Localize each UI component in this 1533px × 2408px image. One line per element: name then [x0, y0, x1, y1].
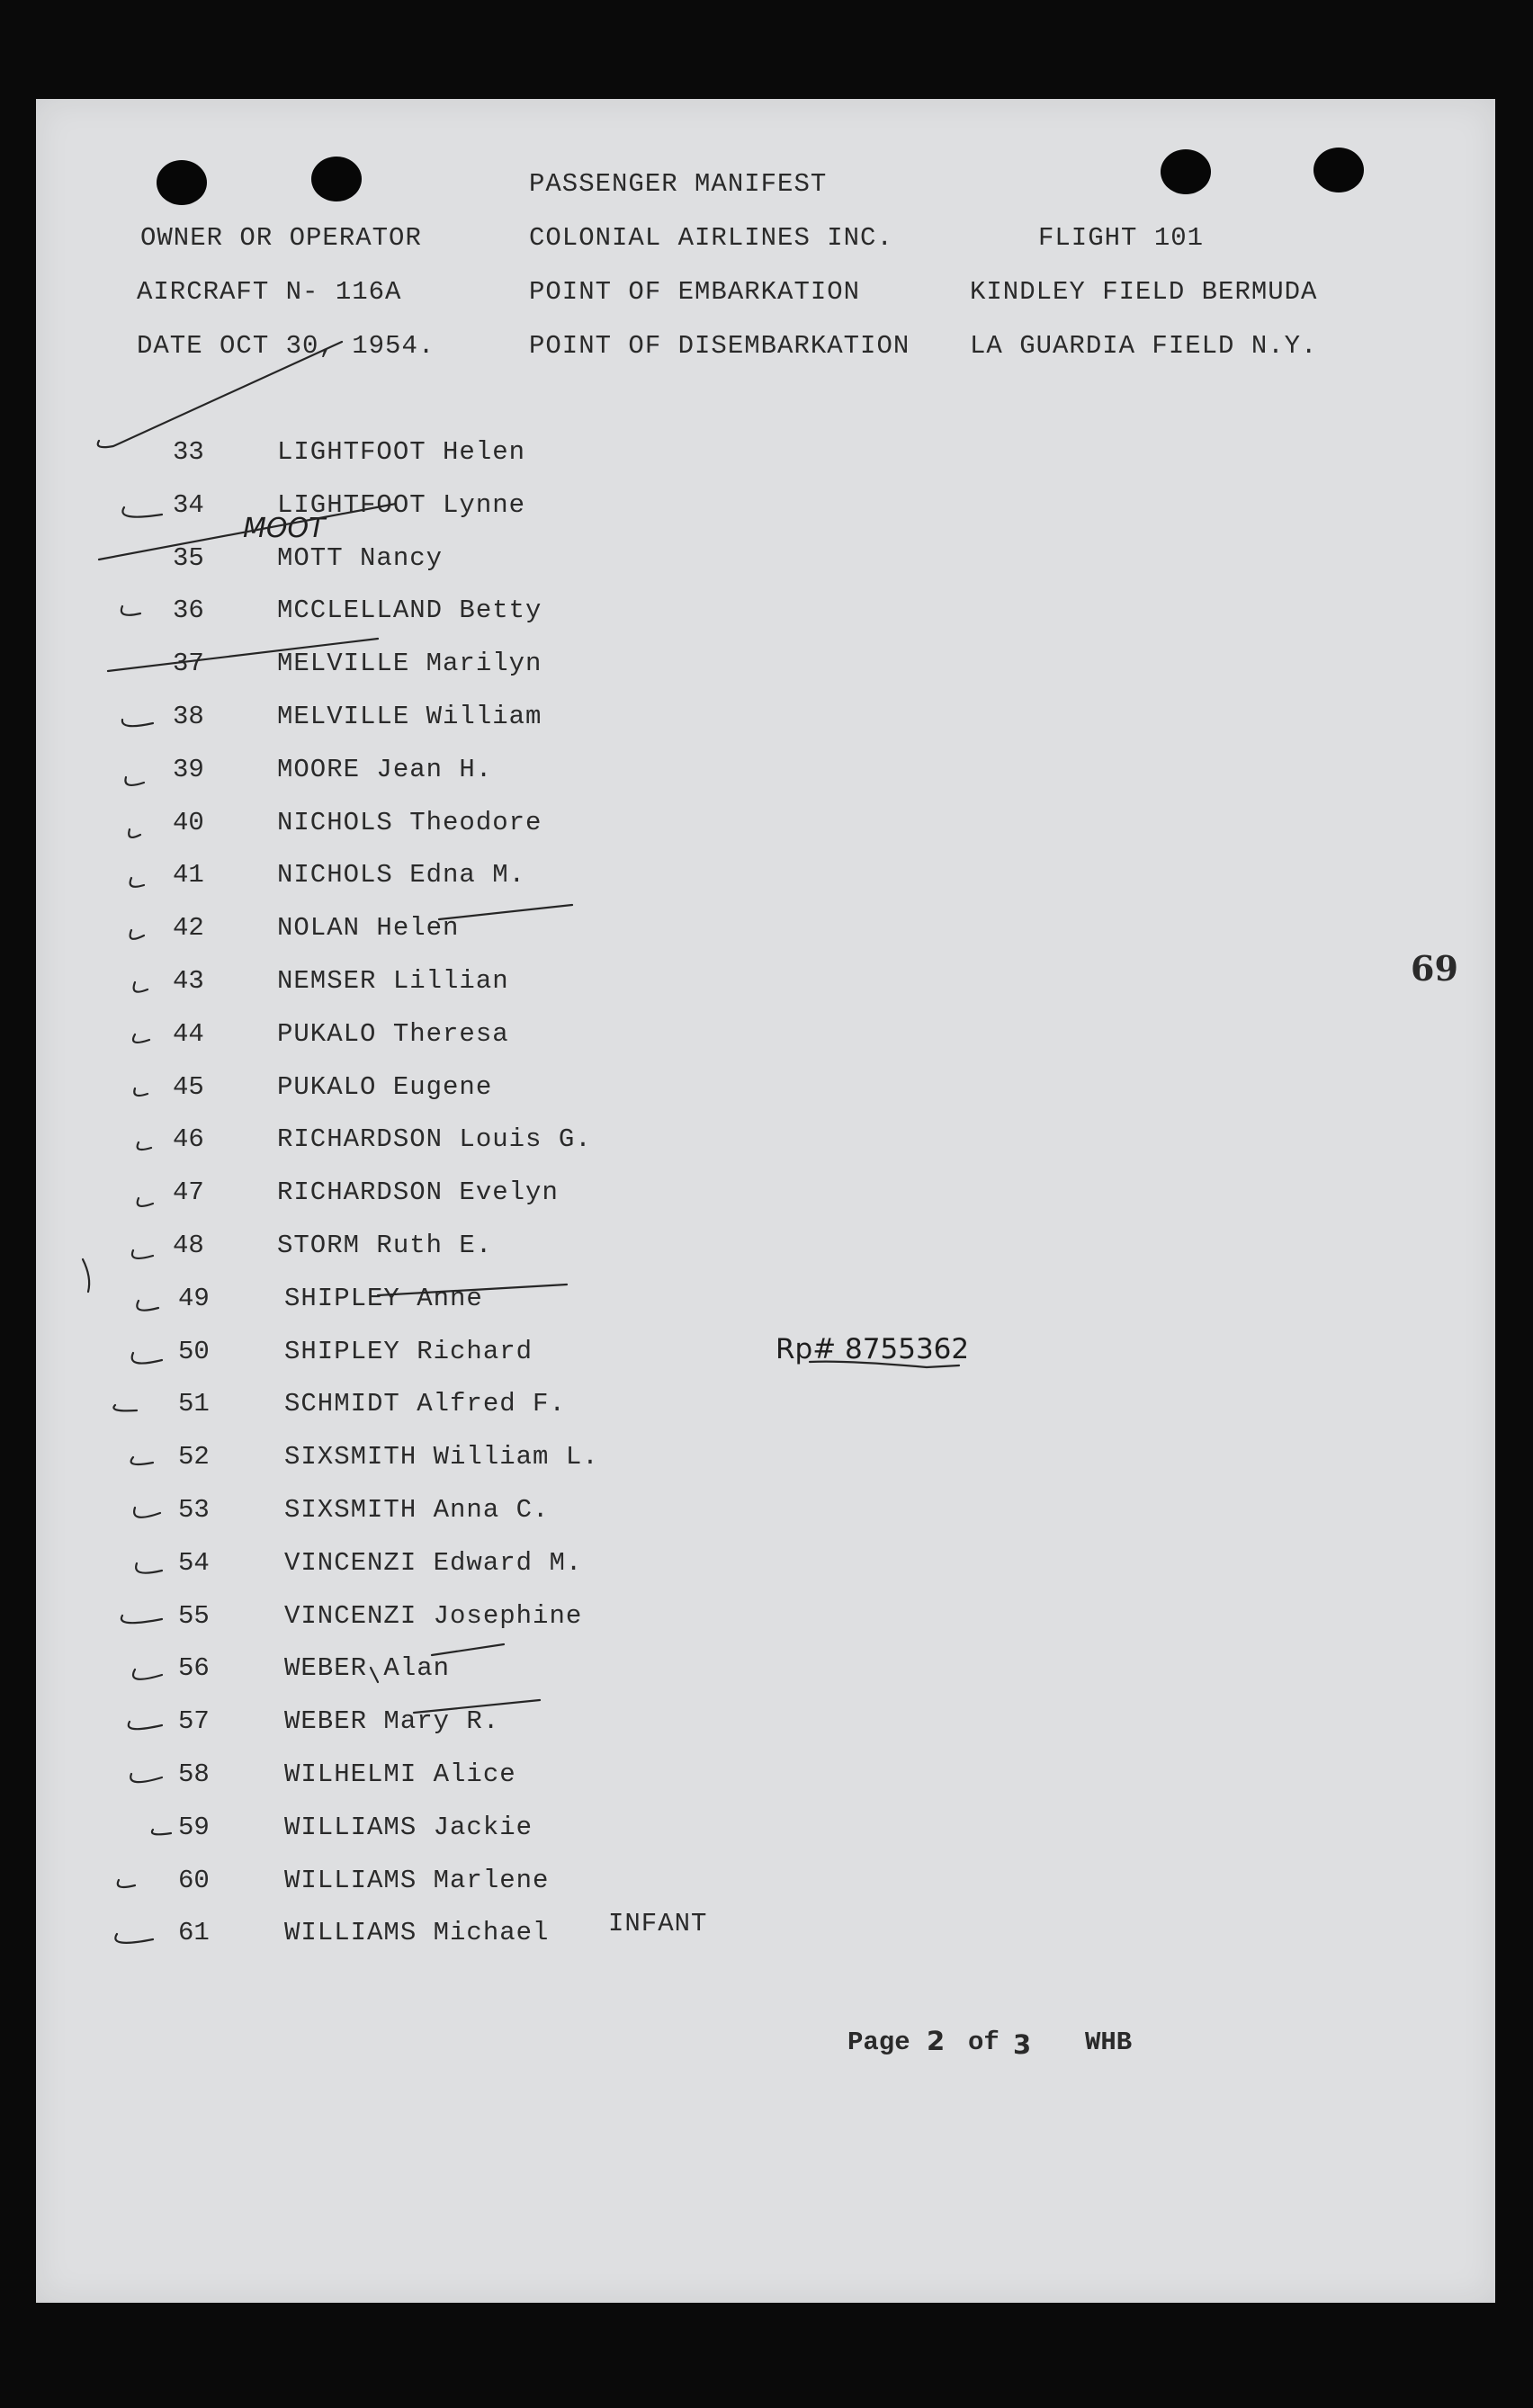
passenger-row — [36, 1072, 1495, 1108]
passenger-row — [36, 755, 1495, 791]
aircraft-number: AIRCRAFT N- 116A — [137, 277, 402, 307]
passenger-name: VINCENZI Edward M. — [284, 1547, 583, 1578]
passenger-row — [36, 437, 1495, 473]
passenger-row — [36, 1918, 1495, 1954]
passenger-number: 57 — [178, 1706, 210, 1737]
passenger-number: 42 — [173, 913, 204, 944]
passenger-row — [36, 1337, 1495, 1373]
passenger-row — [36, 1706, 1495, 1742]
passenger-name: MOORE Jean H. — [277, 754, 493, 784]
passenger-name: RICHARDSON Louis G. — [277, 1124, 592, 1155]
passenger-number: 48 — [173, 1231, 204, 1260]
page-current: 2 — [927, 2026, 946, 2056]
passenger-number: 51 — [178, 1389, 210, 1419]
passenger-number: 35 — [173, 542, 204, 573]
manifest-title: PASSENGER MANIFEST — [529, 169, 828, 199]
passenger-name: STORM Ruth E. — [277, 1231, 493, 1260]
passenger-name: WEBER Alan — [284, 1653, 451, 1684]
passenger-name: SHIPLEY Richard — [284, 1336, 533, 1366]
manifest-sheet — [36, 99, 1495, 2303]
passenger-name: MCCLELLAND Betty — [277, 595, 542, 626]
passenger-number: 41 — [173, 860, 204, 891]
owner-label: OWNER OR OPERATOR — [140, 223, 422, 253]
passenger-row — [36, 702, 1495, 738]
page-of: of — [968, 2028, 1000, 2057]
passenger-row — [36, 966, 1495, 1002]
punch-hole-1 — [157, 160, 207, 205]
passenger-row — [36, 1019, 1495, 1055]
passenger-row — [36, 1124, 1495, 1160]
passenger-row — [36, 649, 1495, 685]
passenger-number: 61 — [178, 1918, 210, 1948]
passenger-number: 45 — [173, 1071, 204, 1102]
passenger-name: LIGHTFOOT Lynne — [277, 489, 526, 520]
punch-hole-3 — [1161, 149, 1211, 194]
passenger-row — [36, 1601, 1495, 1637]
flight-date: DATE OCT 30, 1954. — [137, 331, 435, 361]
infant-label: INFANT — [608, 1909, 708, 1938]
passenger-name: RICHARDSON Evelyn — [277, 1177, 559, 1208]
passenger-name: PUKALO Eugene — [277, 1071, 493, 1102]
passenger-name: WILLIAMS Michael — [284, 1918, 550, 1948]
passenger-number: 36 — [173, 595, 204, 626]
passenger-name: NEMSER Lillian — [277, 966, 509, 996]
passenger-row — [36, 860, 1495, 896]
passenger-row — [36, 1495, 1495, 1531]
passenger-row — [36, 1866, 1495, 1902]
passenger-number: 33 — [173, 437, 204, 467]
passenger-name: VINCENZI Josephine — [284, 1600, 583, 1631]
passenger-number: 50 — [178, 1336, 210, 1366]
passenger-row — [36, 1759, 1495, 1795]
passenger-number: 49 — [178, 1283, 210, 1313]
passenger-name: SIXSMITH William L. — [284, 1442, 599, 1473]
passenger-name: SCHMIDT Alfred F. — [284, 1389, 566, 1419]
passenger-name: NOLAN Helen — [277, 913, 460, 944]
passenger-number: 53 — [178, 1495, 210, 1525]
passenger-row — [36, 1231, 1495, 1267]
passenger-number: 43 — [173, 966, 204, 996]
passenger-name: NICHOLS Theodore — [277, 807, 542, 837]
passenger-name: NICHOLS Edna M. — [277, 860, 526, 891]
passenger-name: MELVILLE Marilyn — [277, 649, 542, 679]
passenger-number: 46 — [173, 1124, 204, 1155]
footer-initials: WHB — [1085, 2028, 1133, 2057]
passenger-number: 59 — [178, 1812, 210, 1842]
passenger-number: 54 — [178, 1547, 210, 1578]
passenger-row — [36, 1284, 1495, 1320]
passenger-row — [36, 1813, 1495, 1849]
passenger-name: MELVILLE William — [277, 702, 542, 731]
passenger-name: SHIPLEY Anne — [284, 1283, 483, 1313]
disembarkation-value: LA GUARDIA FIELD N.Y. — [970, 331, 1318, 361]
embarkation-value: KINDLEY FIELD BERMUDA — [970, 277, 1318, 307]
passenger-number: 56 — [178, 1653, 210, 1684]
passenger-row — [36, 595, 1495, 631]
passenger-number: 55 — [178, 1600, 210, 1631]
passenger-row — [36, 1653, 1495, 1689]
passenger-row — [36, 913, 1495, 949]
passenger-number: 39 — [173, 754, 204, 784]
passenger-name: SIXSMITH Anna C. — [284, 1495, 550, 1525]
punch-hole-4 — [1313, 148, 1364, 192]
passenger-row — [36, 1548, 1495, 1584]
passenger-name: MOTT Nancy — [277, 542, 444, 573]
passenger-row — [36, 1177, 1495, 1213]
page-label: Page — [847, 2028, 910, 2057]
owner-value: COLONIAL AIRLINES INC. — [529, 223, 893, 253]
passenger-name: WILLIAMS Jackie — [284, 1812, 533, 1842]
passenger-row — [36, 543, 1495, 579]
passenger-number: 40 — [173, 807, 204, 837]
passenger-name: LIGHTFOOT Helen — [277, 437, 526, 467]
passenger-number: 52 — [178, 1442, 210, 1473]
passenger-name: PUKALO Theresa — [277, 1018, 509, 1049]
passenger-name: WILHELMI Alice — [284, 1759, 516, 1789]
passenger-number: 47 — [173, 1177, 204, 1208]
passenger-number: 37 — [173, 649, 204, 679]
passenger-number: 34 — [173, 489, 204, 520]
passenger-row — [36, 1442, 1495, 1478]
punch-hole-2 — [311, 157, 362, 201]
passenger-number: 38 — [173, 702, 204, 731]
moot-correction: MOOT — [243, 513, 326, 544]
passenger-number: 60 — [178, 1865, 210, 1895]
rp-number: Rp# 8755362 — [775, 1333, 970, 1365]
passenger-name: WEBER Mary R. — [284, 1706, 500, 1737]
passenger-row — [36, 808, 1495, 844]
disembarkation-label: POINT OF DISEMBARKATION — [529, 331, 910, 361]
margin-number: 69 — [1411, 948, 1458, 989]
passenger-name: WILLIAMS Marlene — [284, 1865, 550, 1895]
passenger-row — [36, 1389, 1495, 1425]
passenger-number: 58 — [178, 1759, 210, 1789]
embarkation-label: POINT OF EMBARKATION — [529, 277, 861, 307]
page-total: 3 — [1013, 2029, 1032, 2060]
flight-number: FLIGHT 101 — [1038, 223, 1205, 253]
passenger-number: 44 — [173, 1018, 204, 1049]
